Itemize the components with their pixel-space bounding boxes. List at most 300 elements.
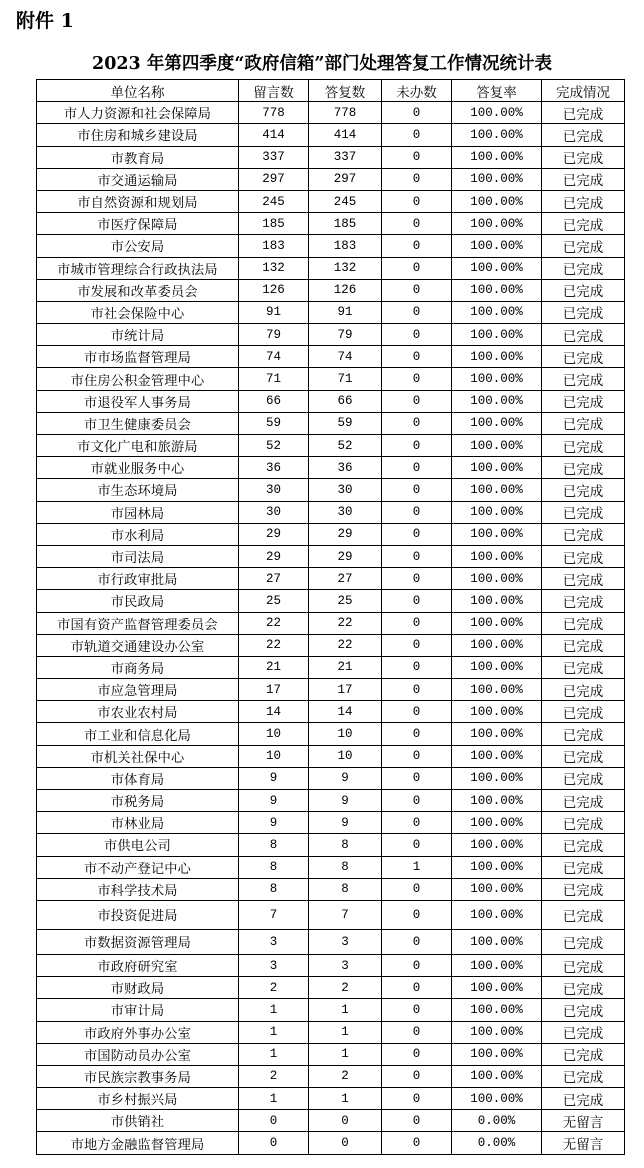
reply-rate-cell: 100.00%	[452, 656, 542, 678]
pending-count-cell: 0	[382, 545, 452, 567]
pending-count-cell: 0	[382, 346, 452, 368]
reply-rate-cell: 100.00%	[452, 479, 542, 501]
message-count-cell: 132	[239, 257, 309, 279]
pending-count-cell: 0	[382, 168, 452, 190]
reply-count-cell: 9	[309, 812, 382, 834]
pending-count-cell: 0	[382, 390, 452, 412]
header-unit-name: 单位名称	[37, 80, 239, 102]
reply-rate-cell: 100.00%	[452, 834, 542, 856]
unit-name-cell: 市科学技术局	[37, 878, 239, 900]
unit-name-cell: 市不动产登记中心	[37, 856, 239, 878]
pending-count-cell: 0	[382, 900, 452, 929]
table-row	[37, 457, 625, 479]
unit-name-cell: 市民族宗教事务局	[37, 1065, 239, 1087]
reply-rate-cell: 100.00%	[452, 279, 542, 301]
reply-count-cell: 1	[309, 1088, 382, 1110]
reply-rate-cell: 100.00%	[452, 790, 542, 812]
message-count-cell: 17	[239, 679, 309, 701]
reply-rate-cell: 100.00%	[452, 612, 542, 634]
table-row	[37, 368, 625, 390]
header-reply-count: 答复数	[309, 80, 382, 102]
unit-name-cell: 市就业服务中心	[37, 457, 239, 479]
completion-status-cell: 已完成	[542, 435, 625, 457]
unit-name-cell: 市人力资源和社会保障局	[37, 102, 239, 124]
pending-count-cell: 0	[382, 1132, 452, 1154]
unit-name-cell: 市国有资产监督管理委员会	[37, 612, 239, 634]
message-count-cell: 10	[239, 723, 309, 745]
table-row	[37, 568, 625, 590]
reply-count-cell: 30	[309, 501, 382, 523]
reply-count-cell: 2	[309, 977, 382, 999]
reply-rate-cell: 100.00%	[452, 435, 542, 457]
table-row	[37, 612, 625, 634]
message-count-cell: 9	[239, 790, 309, 812]
pending-count-cell: 0	[382, 612, 452, 634]
reply-rate-cell: 100.00%	[452, 568, 542, 590]
message-count-cell: 30	[239, 501, 309, 523]
message-count-cell: 29	[239, 545, 309, 567]
pending-count-cell: 0	[382, 568, 452, 590]
reply-rate-cell: 100.00%	[452, 146, 542, 168]
reply-rate-cell: 100.00%	[452, 346, 542, 368]
table-row	[37, 954, 625, 976]
message-count-cell: 2	[239, 1065, 309, 1087]
pending-count-cell: 0	[382, 954, 452, 976]
message-count-cell: 1	[239, 999, 309, 1021]
message-count-cell: 21	[239, 656, 309, 678]
unit-name-cell: 市政府研究室	[37, 954, 239, 976]
unit-name-cell: 市供电公司	[37, 834, 239, 856]
table-row	[37, 634, 625, 656]
reply-count-cell: 59	[309, 412, 382, 434]
message-count-cell: 8	[239, 878, 309, 900]
pending-count-cell: 0	[382, 590, 452, 612]
unit-name-cell: 市体育局	[37, 767, 239, 789]
reply-count-cell: 27	[309, 568, 382, 590]
header-message-count: 留言数	[239, 80, 309, 102]
completion-status-cell: 已完成	[542, 1065, 625, 1087]
pending-count-cell: 0	[382, 977, 452, 999]
message-count-cell: 27	[239, 568, 309, 590]
reply-rate-cell: 100.00%	[452, 999, 542, 1021]
table-row	[37, 812, 625, 834]
completion-status-cell: 已完成	[542, 213, 625, 235]
reply-rate-cell: 0.00%	[452, 1132, 542, 1154]
table-row	[37, 1043, 625, 1065]
reply-rate-cell: 0.00%	[452, 1110, 542, 1132]
reply-count-cell: 1	[309, 999, 382, 1021]
pending-count-cell: 0	[382, 1065, 452, 1087]
pending-count-cell: 0	[382, 999, 452, 1021]
pending-count-cell: 0	[382, 435, 452, 457]
table-row	[37, 999, 625, 1021]
table-row	[37, 523, 625, 545]
completion-status-cell: 已完成	[542, 102, 625, 124]
pending-count-cell: 0	[382, 1021, 452, 1043]
reply-count-cell: 66	[309, 390, 382, 412]
reply-count-cell: 91	[309, 301, 382, 323]
completion-status-cell: 无留言	[542, 1110, 625, 1132]
pending-count-cell: 0	[382, 368, 452, 390]
reply-rate-cell: 100.00%	[452, 168, 542, 190]
unit-name-cell: 市卫生健康委员会	[37, 412, 239, 434]
pending-count-cell: 0	[382, 457, 452, 479]
completion-status-cell: 已完成	[542, 568, 625, 590]
pending-count-cell: 0	[382, 1043, 452, 1065]
unit-name-cell: 市司法局	[37, 545, 239, 567]
unit-name-cell: 市财政局	[37, 977, 239, 999]
table-row	[37, 301, 625, 323]
message-count-cell: 126	[239, 279, 309, 301]
reply-rate-cell: 100.00%	[452, 723, 542, 745]
pending-count-cell: 0	[382, 213, 452, 235]
table-row	[37, 1110, 625, 1132]
completion-status-cell: 已完成	[542, 124, 625, 146]
table-header-row	[37, 80, 625, 102]
completion-status-cell: 已完成	[542, 1088, 625, 1110]
reply-count-cell: 185	[309, 213, 382, 235]
reply-rate-cell: 100.00%	[452, 590, 542, 612]
message-count-cell: 414	[239, 124, 309, 146]
completion-status-cell: 已完成	[542, 767, 625, 789]
table-row	[37, 834, 625, 856]
completion-status-cell: 已完成	[542, 900, 625, 929]
reply-rate-cell: 100.00%	[452, 257, 542, 279]
pending-count-cell: 0	[382, 235, 452, 257]
reply-rate-cell: 100.00%	[452, 1021, 542, 1043]
pending-count-cell: 0	[382, 634, 452, 656]
reply-count-cell: 7	[309, 900, 382, 929]
reply-count-cell: 8	[309, 878, 382, 900]
pending-count-cell: 0	[382, 102, 452, 124]
table-row	[37, 213, 625, 235]
completion-status-cell: 已完成	[542, 412, 625, 434]
completion-status-cell: 已完成	[542, 929, 625, 954]
unit-name-cell: 市工业和信息化局	[37, 723, 239, 745]
pending-count-cell: 0	[382, 745, 452, 767]
unit-name-cell: 市政府外事办公室	[37, 1021, 239, 1043]
completion-status-cell: 已完成	[542, 501, 625, 523]
table-row	[37, 146, 625, 168]
reply-rate-cell: 100.00%	[452, 929, 542, 954]
pending-count-cell: 0	[382, 656, 452, 678]
pending-count-cell: 0	[382, 701, 452, 723]
pending-count-cell: 0	[382, 1110, 452, 1132]
unit-name-cell: 市投资促进局	[37, 900, 239, 929]
pending-count-cell: 0	[382, 523, 452, 545]
reply-count-cell: 74	[309, 346, 382, 368]
unit-name-cell: 市审计局	[37, 999, 239, 1021]
pending-count-cell: 0	[382, 257, 452, 279]
unit-name-cell: 市行政审批局	[37, 568, 239, 590]
table-row	[37, 1132, 625, 1154]
unit-name-cell: 市水利局	[37, 523, 239, 545]
reply-count-cell: 29	[309, 545, 382, 567]
reply-count-cell: 183	[309, 235, 382, 257]
reply-count-cell: 30	[309, 479, 382, 501]
completion-status-cell: 已完成	[542, 745, 625, 767]
reply-rate-cell: 100.00%	[452, 634, 542, 656]
unit-name-cell: 市地方金融监督管理局	[37, 1132, 239, 1154]
reply-rate-cell: 100.00%	[452, 900, 542, 929]
table-row	[37, 856, 625, 878]
message-count-cell: 0	[239, 1110, 309, 1132]
reply-count-cell: 132	[309, 257, 382, 279]
completion-status-cell: 已完成	[542, 701, 625, 723]
reply-rate-cell: 100.00%	[452, 457, 542, 479]
reply-rate-cell: 100.00%	[452, 745, 542, 767]
completion-status-cell: 已完成	[542, 545, 625, 567]
table-row	[37, 190, 625, 212]
unit-name-cell: 市交通运输局	[37, 168, 239, 190]
unit-name-cell: 市园林局	[37, 501, 239, 523]
reply-rate-cell: 100.00%	[452, 954, 542, 976]
table-row	[37, 790, 625, 812]
table-row	[37, 501, 625, 523]
table-row	[37, 235, 625, 257]
message-count-cell: 7	[239, 900, 309, 929]
message-count-cell: 25	[239, 590, 309, 612]
pending-count-cell: 0	[382, 812, 452, 834]
reply-rate-cell: 100.00%	[452, 301, 542, 323]
table-row	[37, 279, 625, 301]
message-count-cell: 9	[239, 767, 309, 789]
completion-status-cell: 已完成	[542, 977, 625, 999]
table-row	[37, 390, 625, 412]
message-count-cell: 22	[239, 634, 309, 656]
message-count-cell: 0	[239, 1132, 309, 1154]
message-count-cell: 9	[239, 812, 309, 834]
reply-rate-cell: 100.00%	[452, 1065, 542, 1087]
completion-status-cell: 已完成	[542, 301, 625, 323]
unit-name-cell: 市轨道交通建设办公室	[37, 634, 239, 656]
message-count-cell: 245	[239, 190, 309, 212]
message-count-cell: 337	[239, 146, 309, 168]
reply-count-cell: 79	[309, 324, 382, 346]
unit-name-cell: 市教育局	[37, 146, 239, 168]
completion-status-cell: 已完成	[542, 479, 625, 501]
reply-rate-cell: 100.00%	[452, 124, 542, 146]
table-row	[37, 878, 625, 900]
reply-rate-cell: 100.00%	[452, 190, 542, 212]
unit-name-cell: 市住房公积金管理中心	[37, 368, 239, 390]
pending-count-cell: 0	[382, 723, 452, 745]
message-count-cell: 1	[239, 1021, 309, 1043]
table-body	[37, 102, 625, 1154]
reply-count-cell: 1	[309, 1021, 382, 1043]
pending-count-cell: 0	[382, 929, 452, 954]
unit-name-cell: 市农业农村局	[37, 701, 239, 723]
reply-count-cell: 3	[309, 929, 382, 954]
reply-count-cell: 414	[309, 124, 382, 146]
reply-count-cell: 297	[309, 168, 382, 190]
reply-count-cell: 10	[309, 745, 382, 767]
reply-rate-cell: 100.00%	[452, 102, 542, 124]
table-row	[37, 1065, 625, 1087]
reply-rate-cell: 100.00%	[452, 324, 542, 346]
completion-status-cell: 已完成	[542, 346, 625, 368]
header-completion-status: 完成情况	[542, 80, 625, 102]
reply-rate-cell: 100.00%	[452, 235, 542, 257]
completion-status-cell: 已完成	[542, 1021, 625, 1043]
completion-status-cell: 已完成	[542, 679, 625, 701]
completion-status-cell: 已完成	[542, 457, 625, 479]
unit-name-cell: 市林业局	[37, 812, 239, 834]
pending-count-cell: 0	[382, 190, 452, 212]
completion-status-cell: 已完成	[542, 1043, 625, 1065]
completion-status-cell: 已完成	[542, 634, 625, 656]
completion-status-cell: 已完成	[542, 590, 625, 612]
reply-rate-cell: 100.00%	[452, 501, 542, 523]
table-row	[37, 977, 625, 999]
completion-status-cell: 已完成	[542, 190, 625, 212]
message-count-cell: 297	[239, 168, 309, 190]
pending-count-cell: 0	[382, 790, 452, 812]
completion-status-cell: 已完成	[542, 790, 625, 812]
completion-status-cell: 已完成	[542, 368, 625, 390]
message-count-cell: 74	[239, 346, 309, 368]
pending-count-cell: 1	[382, 856, 452, 878]
message-count-cell: 8	[239, 856, 309, 878]
reply-count-cell: 9	[309, 767, 382, 789]
unit-name-cell: 市医疗保障局	[37, 213, 239, 235]
message-count-cell: 3	[239, 929, 309, 954]
reply-count-cell: 3	[309, 954, 382, 976]
reply-rate-cell: 100.00%	[452, 701, 542, 723]
message-count-cell: 8	[239, 834, 309, 856]
header-pending-count: 未办数	[382, 80, 452, 102]
reply-count-cell: 126	[309, 279, 382, 301]
pending-count-cell: 0	[382, 834, 452, 856]
unit-name-cell: 市城市管理综合行政执法局	[37, 257, 239, 279]
message-count-cell: 3	[239, 954, 309, 976]
table-row	[37, 412, 625, 434]
table-row	[37, 1021, 625, 1043]
table-row	[37, 124, 625, 146]
attachment-label: 附件 1	[16, 10, 74, 32]
reply-rate-cell: 100.00%	[452, 679, 542, 701]
table-row	[37, 102, 625, 124]
reply-rate-cell: 100.00%	[452, 856, 542, 878]
completion-status-cell: 已完成	[542, 878, 625, 900]
reply-count-cell: 17	[309, 679, 382, 701]
unit-name-cell: 市乡村振兴局	[37, 1088, 239, 1110]
unit-name-cell: 市市场监督管理局	[37, 346, 239, 368]
unit-name-cell: 市税务局	[37, 790, 239, 812]
table-row	[37, 346, 625, 368]
unit-name-cell: 市住房和城乡建设局	[37, 124, 239, 146]
reply-count-cell: 22	[309, 634, 382, 656]
table-row	[37, 590, 625, 612]
completion-status-cell: 已完成	[542, 856, 625, 878]
completion-status-cell: 已完成	[542, 723, 625, 745]
pending-count-cell: 0	[382, 301, 452, 323]
unit-name-cell: 市自然资源和规划局	[37, 190, 239, 212]
reply-rate-cell: 100.00%	[452, 878, 542, 900]
completion-status-cell: 已完成	[542, 812, 625, 834]
reply-count-cell: 71	[309, 368, 382, 390]
completion-status-cell: 已完成	[542, 257, 625, 279]
reply-count-cell: 8	[309, 834, 382, 856]
reply-count-cell: 14	[309, 701, 382, 723]
table-row	[37, 929, 625, 954]
message-count-cell: 36	[239, 457, 309, 479]
unit-name-cell: 市民政局	[37, 590, 239, 612]
reply-count-cell: 10	[309, 723, 382, 745]
reply-rate-cell: 100.00%	[452, 412, 542, 434]
message-count-cell: 778	[239, 102, 309, 124]
reply-count-cell: 2	[309, 1065, 382, 1087]
reply-rate-cell: 100.00%	[452, 523, 542, 545]
completion-status-cell: 已完成	[542, 954, 625, 976]
completion-status-cell: 无留言	[542, 1132, 625, 1154]
reply-count-cell: 22	[309, 612, 382, 634]
table-row	[37, 545, 625, 567]
table-row	[37, 168, 625, 190]
reply-rate-cell: 100.00%	[452, 390, 542, 412]
unit-name-cell: 市生态环境局	[37, 479, 239, 501]
reply-rate-cell: 100.00%	[452, 1088, 542, 1110]
unit-name-cell: 市公安局	[37, 235, 239, 257]
unit-name-cell: 市国防动员办公室	[37, 1043, 239, 1065]
pending-count-cell: 0	[382, 1088, 452, 1110]
completion-status-cell: 已完成	[542, 612, 625, 634]
message-count-cell: 10	[239, 745, 309, 767]
pending-count-cell: 0	[382, 146, 452, 168]
completion-status-cell: 已完成	[542, 235, 625, 257]
reply-count-cell: 778	[309, 102, 382, 124]
statistics-table	[36, 79, 625, 1155]
unit-name-cell: 市机关社保中心	[37, 745, 239, 767]
message-count-cell: 66	[239, 390, 309, 412]
pending-count-cell: 0	[382, 324, 452, 346]
unit-name-cell: 市文化广电和旅游局	[37, 435, 239, 457]
reply-rate-cell: 100.00%	[452, 977, 542, 999]
unit-name-cell: 市社会保险中心	[37, 301, 239, 323]
completion-status-cell: 已完成	[542, 834, 625, 856]
reply-count-cell: 337	[309, 146, 382, 168]
table-row	[37, 723, 625, 745]
reply-count-cell: 0	[309, 1110, 382, 1132]
pending-count-cell: 0	[382, 124, 452, 146]
reply-count-cell: 29	[309, 523, 382, 545]
pending-count-cell: 0	[382, 501, 452, 523]
reply-rate-cell: 100.00%	[452, 812, 542, 834]
message-count-cell: 29	[239, 523, 309, 545]
table-row	[37, 656, 625, 678]
reply-rate-cell: 100.00%	[452, 545, 542, 567]
unit-name-cell: 市发展和改革委员会	[37, 279, 239, 301]
completion-status-cell: 已完成	[542, 999, 625, 1021]
pending-count-cell: 0	[382, 479, 452, 501]
header-reply-rate: 答复率	[452, 80, 542, 102]
table-row	[37, 435, 625, 457]
table-row	[37, 257, 625, 279]
message-count-cell: 59	[239, 412, 309, 434]
reply-count-cell: 245	[309, 190, 382, 212]
pending-count-cell: 0	[382, 279, 452, 301]
completion-status-cell: 已完成	[542, 279, 625, 301]
message-count-cell: 1	[239, 1088, 309, 1110]
message-count-cell: 79	[239, 324, 309, 346]
reply-count-cell: 0	[309, 1132, 382, 1154]
reply-rate-cell: 100.00%	[452, 767, 542, 789]
message-count-cell: 71	[239, 368, 309, 390]
message-count-cell: 22	[239, 612, 309, 634]
completion-status-cell: 已完成	[542, 168, 625, 190]
pending-count-cell: 0	[382, 679, 452, 701]
pending-count-cell: 0	[382, 767, 452, 789]
